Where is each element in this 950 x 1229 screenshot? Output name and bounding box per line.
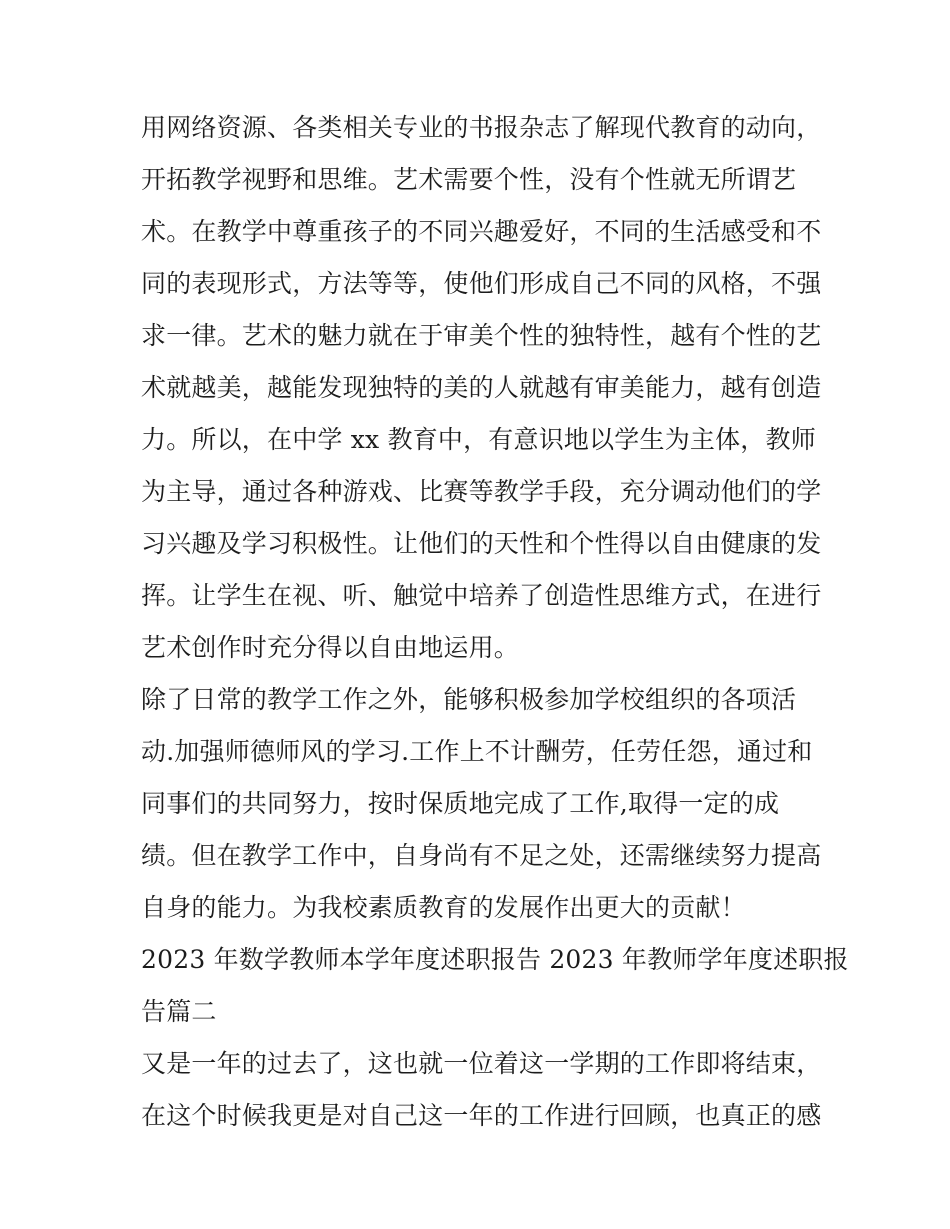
text-line: 习兴趣及学习积极性。让他们的天性和个性得以自由健康的发 [141,529,822,558]
text-line: 除了日常的教学工作之外，能够积极参加学校组织的各项活 [141,685,797,714]
text-line: 力。所以，在中学 xx 教育中，有意识地以学生为主体，教师 [141,425,816,454]
text-line: 用网络资源、各类相关专业的书报杂志了解现代教育的动向， [141,113,822,142]
text-line: 开拓教学视野和思维。艺术需要个性，没有个性就无所谓艺 [141,165,797,194]
text-line: 挥。让学生在视、听、触觉中培养了创造性思维方式，在进行 [141,581,822,610]
text-line: 术就越美，越能发现独特的美的人就越有审美能力，越有创造 [141,373,822,402]
section-heading: 告篇二 [141,997,217,1026]
text-line: 在这个时候我更是对自己这一年的工作进行回顾，也真正的感 [141,1101,822,1130]
text-line: 动.加强师德师风的学习.工作上不计酬劳，任劳任怨，通过和 [141,737,813,766]
text-line: 绩。但在教学工作中，自身尚有不足之处，还需继续努力提高 [141,841,822,870]
text-line: 求一律。艺术的魅力就在于审美个性的独特性，越有个性的艺 [141,321,822,350]
text-line: 为主导，通过各种游戏、比赛等教学手段，充分调动他们的学 [141,477,822,506]
text-line: 艺术创作时充分得以自由地运用。 [141,633,520,662]
text-line: 同事们的共同努力，按时保质地完成了工作,取得一定的成 [141,789,780,818]
text-line: 同的表现形式，方法等等，使他们形成自己不同的风格，不强 [141,269,822,298]
text-line: 术。在教学中尊重孩子的不同兴趣爱好，不同的生活感受和不 [141,217,822,246]
text-line: 自身的能力。为我校素质教育的发展作出更大的贡献！ [141,893,746,922]
section-heading: 2023 年数学教师本学年度述职报告 2023 年教师学年度述职报 [141,945,849,974]
text-line: 又是一年的过去了，这也就一位着这一学期的工作即将结束， [141,1049,822,1078]
